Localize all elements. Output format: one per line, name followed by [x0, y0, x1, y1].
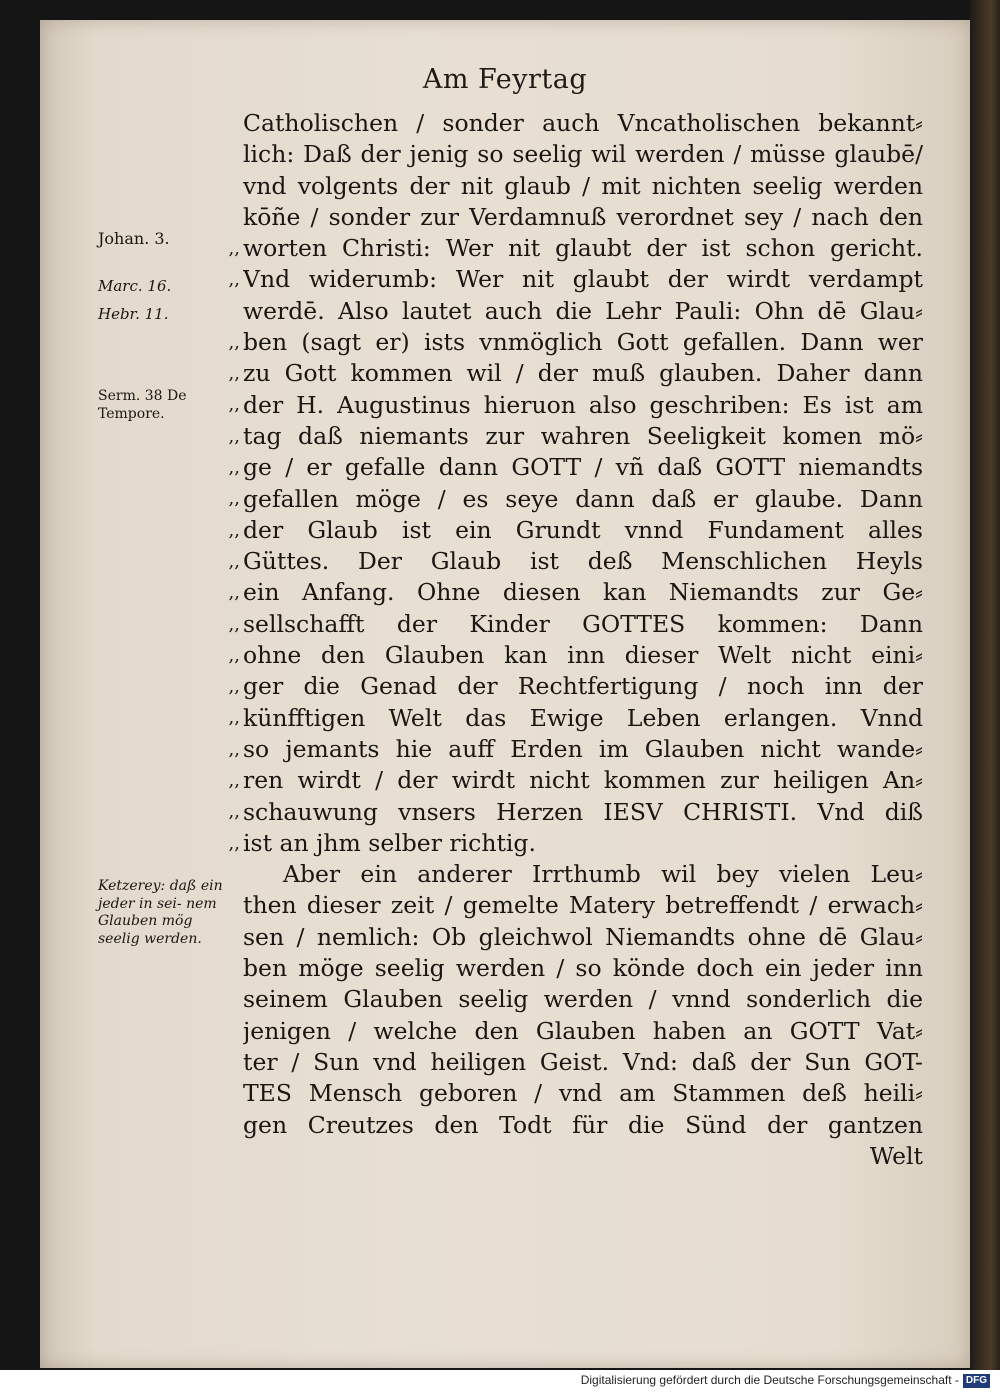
text-line: then dieser zeit / gemelte Matery betreffendt / erwach⸗ — [243, 891, 923, 920]
text-line: ter / Sun vnd heiligen Geist. Vnd: daß der Sun GOT- — [243, 1047, 923, 1076]
paragraph-first-line: Aber ein anderer Irrthumb wil bey vielen Leu⸗ — [283, 860, 923, 889]
quote-mark: ,, — [228, 832, 240, 854]
catchword: Welt — [869, 1141, 923, 1170]
quote-mark: ,, — [228, 801, 240, 823]
text-line: zu Gott kommen wil / der muß glauben. Daher dann — [243, 359, 923, 388]
text-line: ben (sagt er) ists vnmöglich Gott gefallen. Dann wer — [243, 328, 923, 357]
quote-mark: ,, — [228, 269, 240, 291]
text-line: so jemants hie auff Erden im Glauben nicht wande⸗ — [243, 734, 923, 763]
quote-mark: ,, — [228, 550, 240, 572]
body-text — [243, 108, 923, 1172]
text-line: ein Anfang. Ohne diesen kan Niemandts zur Ge⸗ — [243, 578, 923, 607]
quote-mark: ,, — [228, 394, 240, 416]
text-line: ist an jhm selber richtig. — [243, 828, 536, 857]
quote-mark: ,, — [228, 331, 240, 353]
text-line: jenigen / welche den Glauben haben an GOTT Vat⸗ — [243, 1016, 923, 1045]
margin-note-ketzerey: Ketzerey: daß ein jeder in sei- nem Glauben mög seelig werden. — [98, 878, 223, 947]
text-line: TES Mensch geboren / vnd am Stammen deß heili⸗ — [243, 1079, 923, 1108]
text-line: gen Creutzes den Todt für die Sünd der gantzen — [243, 1110, 923, 1139]
margin-note-sermon: Serm. 38 De Tempore. — [98, 388, 187, 422]
quote-mark: ,, — [228, 613, 240, 635]
footer-bar — [0, 1370, 1000, 1393]
text-line: der H. Augustinus hieruon also geschriben: Es ist am — [243, 390, 923, 419]
text-line: künfftigen Welt das Ewige Leben erlangen. Vnnd — [243, 703, 923, 732]
margin-note-marc: Marc. 16. — [98, 277, 172, 295]
text-line: Vnd widerumb: Wer nit glaubt der wirdt verdampt — [243, 265, 923, 294]
text-line: vnd volgents der nit glaub / mit nichten seelig werden — [243, 171, 923, 200]
text-line: gefallen möge / es seye dann daß er glaube. Dann — [243, 484, 923, 513]
quote-mark: ,, — [228, 676, 240, 698]
margin-note-johan: Johan. 3. — [98, 229, 170, 248]
text-line: ben möge seelig werden / so könde doch ein jeder inn — [243, 954, 923, 983]
quote-mark: ,, — [228, 738, 240, 760]
quote-mark: ,, — [228, 582, 240, 604]
text-line: sen / nemlich: Ob gleichwol Niemandts ohne dē Glau⸗ — [243, 922, 923, 951]
running-head: Am Feyrtag — [422, 64, 588, 95]
text-line: ge / er gefalle dann GOTT / vñ daß GOTT niemandts — [243, 453, 923, 482]
text-line: schauwung vnsers Herzen IESV CHRISTI. Vnd diß — [243, 797, 923, 826]
quote-mark: ,, — [228, 425, 240, 447]
quote-mark: ,, — [228, 707, 240, 729]
quote-mark: ,, — [228, 457, 240, 479]
quote-mark: ,, — [228, 770, 240, 792]
footer-credit-text: Digitalisierung gefördert durch die Deutsche Forschungsgemeinschaft - — [580, 1373, 959, 1387]
margin-note-hebr: Hebr. 11. — [98, 305, 169, 323]
text-line: seinem Glauben seelig werden / vnnd sonderlich die — [243, 985, 923, 1014]
text-line: ren wirdt / der wirdt nicht kommen zur heiligen An⸗ — [243, 766, 923, 795]
text-line: ohne den Glauben kan inn dieser Welt nicht eini⸗ — [243, 641, 923, 670]
footer-credit — [581, 1373, 990, 1388]
quote-mark: ,, — [228, 363, 240, 385]
text-line: tag daß niemants zur wahren Seeligkeit komen mö⸗ — [243, 421, 923, 450]
text-line: ger die Genad der Rechtfertigung / noch inn der — [243, 672, 923, 701]
quotation-marks-column — [200, 233, 240, 859]
text-line: worten Christi: Wer nit glaubt der ist schon gericht. — [243, 234, 923, 263]
text-line: sellschafft der Kinder GOTTES kommen: Dann — [243, 609, 923, 638]
text-line: Catholischen / sonder auch Vncatholischen bekannt⸗ — [243, 109, 923, 137]
quote-mark: ,, — [228, 644, 240, 666]
text-line: Güttes. Der Glaub ist deß Menschlichen Heyls — [243, 547, 923, 576]
quote-mark: ,, — [228, 238, 240, 259]
dfg-logo: DFG — [963, 1374, 990, 1388]
book-spine-edge — [970, 0, 1000, 1370]
book-page — [40, 20, 970, 1368]
text-line: werdē. Also lautet auch die Lehr Pauli: Ohn dē Glau⸗ — [243, 296, 923, 325]
quote-mark: ,, — [228, 488, 240, 510]
text-line: lich: Daß der jenig so seelig wil werden / müsse glaubē/ — [243, 140, 923, 169]
text-line: der Glaub ist ein Grundt vnnd Fundament alles — [243, 515, 923, 544]
text-line: kōñe / sonder zur Verdamnuß verordnet sey / nach den — [243, 202, 923, 231]
quote-mark: ,, — [228, 519, 240, 541]
